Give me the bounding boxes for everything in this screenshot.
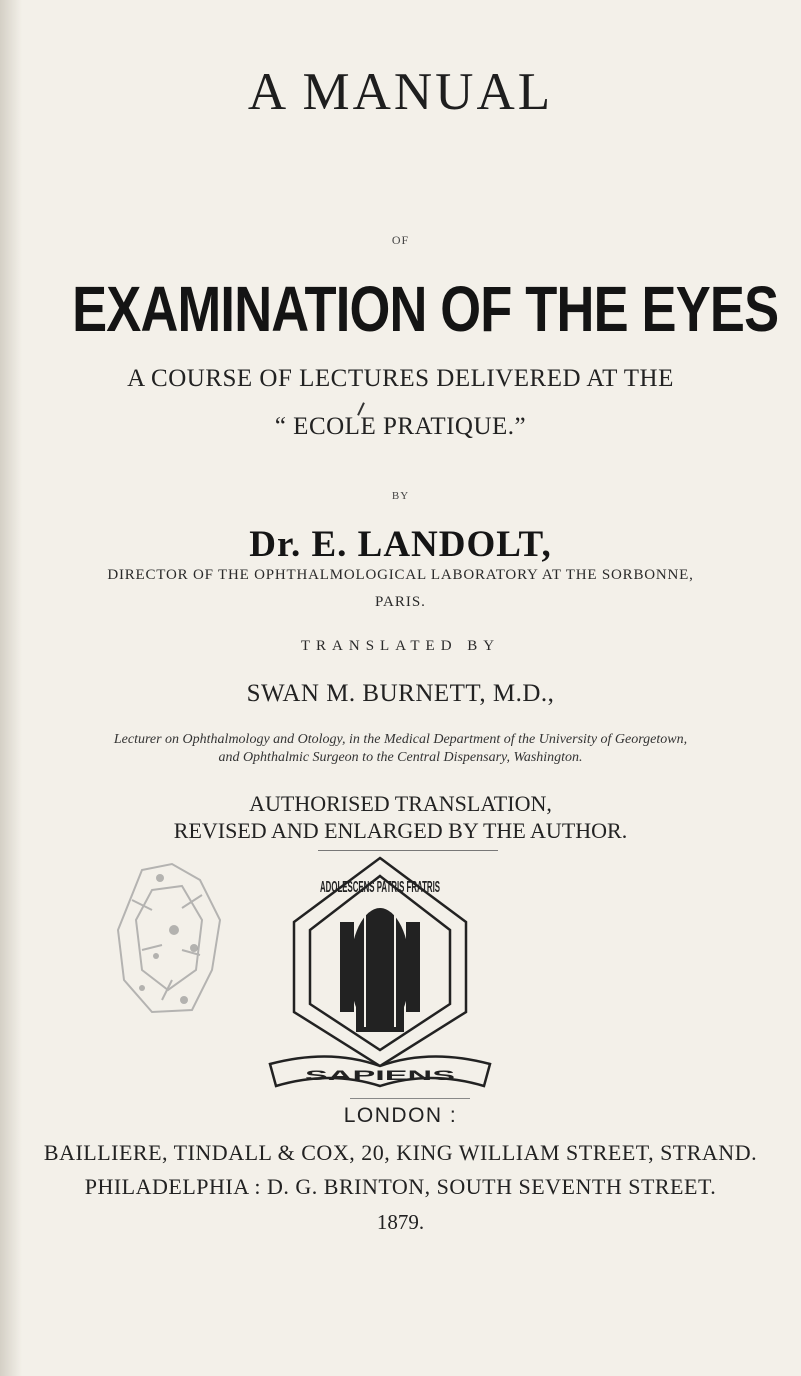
by-label: BY xyxy=(391,490,410,502)
translated-by-label: TRANSLATED BY xyxy=(300,638,501,654)
publication-year: 1879. xyxy=(376,1210,425,1234)
title-of: OF xyxy=(391,233,410,247)
seal-motto: ADOLESCENS PATRIS FRATRIS xyxy=(320,879,441,896)
title-a-manual: A MANUAL xyxy=(247,63,554,121)
library-stamp-icon xyxy=(112,860,230,1020)
author-name: Dr. E. LANDOLT, xyxy=(249,524,552,565)
publisher-line-2: PHILADELPHIA : D. G. BRINTON, SOUTH SEVENTH STREET. xyxy=(84,1174,717,1199)
seal-scroll-text: SAPIENS xyxy=(305,1067,455,1083)
publisher-city: LONDON : xyxy=(343,1104,458,1127)
author-city: PARIS. xyxy=(375,594,426,610)
authorised-line-1: AUTHORISED TRANSLATION, xyxy=(249,791,552,816)
author-position: DIRECTOR OF THE OPHTHALMOLOGICAL LABORATORY AT THE SORBONNE, xyxy=(107,567,694,583)
publisher-line-1: BAILLIERE, TINDALL & COX, 20, KING WILLIAM STREET, STRAND. xyxy=(43,1140,758,1165)
translator-name: SWAN M. BURNETT, M.D., xyxy=(246,680,555,707)
translator-credentials-2: and Ophthalmic Surgeon to the Central Dispensary, Washington. xyxy=(218,750,583,765)
ecole-line: “ ECOLE PRATIQUE.” xyxy=(274,413,527,440)
authorised-line-2: REVISED AND ENLARGED BY THE AUTHOR. xyxy=(173,818,628,843)
course-line: A COURSE OF LECTURES DELIVERED AT THE xyxy=(127,365,674,392)
divider-rule-bottom xyxy=(350,1098,470,1099)
translator-credentials-1: Lecturer on Ophthalmology and Otology, in the Medical Department of the University of Georgetown, xyxy=(113,732,688,747)
main-title: EXAMINATION OF THE EYES xyxy=(72,273,779,345)
publisher-seal-icon xyxy=(270,852,490,1088)
divider-rule xyxy=(318,850,498,851)
